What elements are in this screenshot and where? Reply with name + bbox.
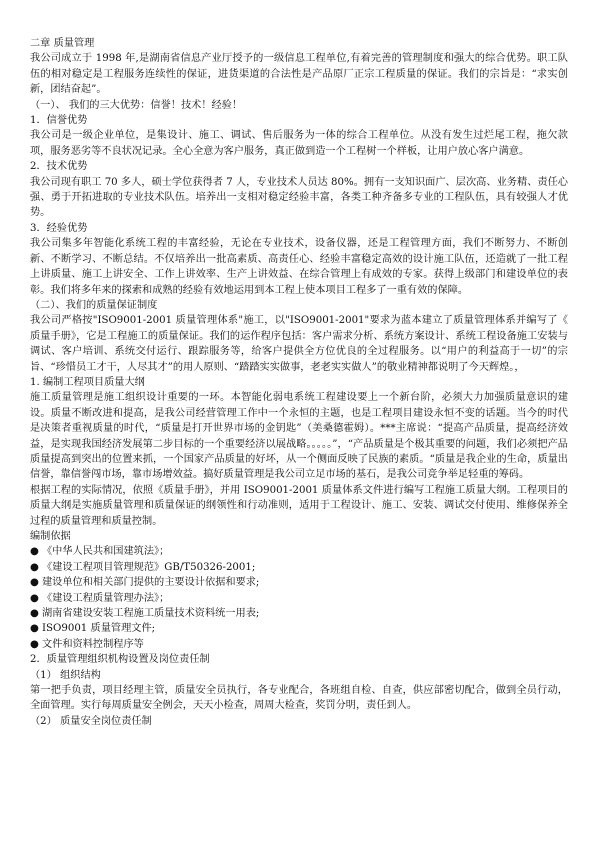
responsibility-subheading: （2） 质量安全岗位责任制 bbox=[30, 715, 152, 727]
list-item: ● 《中华人民共和国建筑法》； bbox=[30, 544, 568, 559]
experience-heading: 3．经验优势 bbox=[30, 222, 88, 234]
bullet-icon: ● bbox=[30, 577, 39, 589]
credit-paragraph: 我公司是一级企业单位，是集设计、施工、调试、售后服务为一体的综合工程单位。从没有发生过烂尾工程，拖欠款项，服务恶劣等不良状况记录。全心全意为客户服务，真正做到造一个工程树一个样板，让用户放心客户满意。 bbox=[30, 130, 568, 157]
list-item: ● 《建设工程质量管理办法》； bbox=[30, 591, 568, 606]
credit-heading: 1．信誉优势 bbox=[30, 115, 88, 127]
basis-title: 编制依据 bbox=[30, 531, 71, 542]
section-advantages-title: （一）、 我们的三大优势：信誉！技术！经验！ bbox=[30, 99, 243, 111]
section-quality-system-title: （二）、我们的质量保证制度 bbox=[30, 299, 158, 311]
structure-paragraph: 第一把手负责，项目经理主管，质量安全员执行，各专业配合，各班组自检、自查，供应部密切配合，做到全员行动，全面管理。实行每周质量安全例会，天天小检查，周周大检查，奖罚分明，责任到人。 bbox=[30, 685, 568, 712]
quality-system-paragraph: 我公司严格按"ISO9001-2001 质量管理体系"施工，以"ISO9001-2001"要求为蓝本建立了质量管理体系并编写了《 质量手册》，它是工程施工的质量保证。我们的运作程序包括：客户需求分析、系统方案设计、系统工程设备施工安装与调试、客户培训、系统交付运行、跟踪服务等，给客户提供全方位优良的全过程服务。以“用户的利益高于一切”的宗旨、“珍惜员工才干，人尽其才”的用人原则、“踏踏实实做事，老老实实做人”的敬业精神都说明了今天辉煌。， bbox=[30, 315, 568, 373]
technology-paragraph: 我公司现有职工 70 多人，硕士学位获得者 7 人，专业技术人员达 80%。拥有一支知识面广、层次高、业务精、责任心强、勇于开拓进取的专业技术队伍。培养出一支相对稳定经验丰富，各类工种齐备多专业的工程队伍，具有较强人才优势。 bbox=[30, 176, 568, 219]
bullet-icon: ● bbox=[30, 561, 39, 573]
list-item: ● 建设单位和相关部门提供的主要设计依据和要求; bbox=[30, 575, 568, 590]
document-page bbox=[30, 36, 568, 729]
bullet-icon: ● bbox=[30, 623, 39, 635]
quality-outline-paragraph: 施工质量管理是施工组织设计重要的一环。本智能化弱电系统工程建设要上一个新台阶，必须大力加强质量意识的建设。质量不断改进和提高，是我公司经营管理工作中一个永恒的主题，也是工程项目建设永恒不变的话题。当今的时代是决策者重视质量的时代，“质量是打开世界市场的金钥匙”（美桑德霍姆）。***主席说：“提高产品质量，提高经济效益，是实现我国经济发展第二步目标的一个重要经济以展战略。。。。。”，“产品质量是个极其重要的问题，我们必须把产品质量提高到突出的位置来抓，一个国家产品质量的好坏，从一个侧面反映了民族的素质。“质量是我企业的生命，质量出信誉，靠信誉闯市场，靠市场增效益。搞好质量管理是我公司立足市场的基石，是我公司竞争举足轻重的筹码。 bbox=[30, 392, 568, 481]
quality-outline-paragraph-2: 根据工程的实际情况，依照《质量手册》，并用 ISO9001-2001 质量体系文件进行编写工程施工质量大纲。工程项目的质量大纲是实施质量管理和质量保证的纲领性和行动准则，适用于工程设计、施工、安装、调试交付使用、维修保养全过程的质量管理和质量控制。 bbox=[30, 484, 568, 527]
quality-outline-heading: 1. 编制工程项目质量大纲 bbox=[30, 376, 145, 388]
experience-paragraph: 我公司集多年智能化系统工程的丰富经验，无论在专业技术，设备仪器，还是工程管理方面，我们不断努力、不断创新、不断学习、不断总结。不仅培养出一批高素质、高责任心、经验丰富稳定高效的设计施工队伍，还造就了一批工程上讲质量、施工上讲安全、工作上讲效率、生产上讲效益、在综合管理上有成效的专家。获得上级部门和建设单位的表彰。我们将多年来的探索和成熟的经验有效地运用到本工程上使本项目工程多了一重有效的保障。 bbox=[30, 238, 568, 296]
list-item: ● 《建设工程项目管理规范》GB/T50326-2001; bbox=[30, 560, 568, 575]
bullet-icon: ● bbox=[30, 546, 39, 558]
organization-heading: 2．质量管理组织机构设置及岗位责任制 bbox=[30, 654, 210, 666]
intro-paragraph: 我公司成立于 1998 年,是湖南省信息产业厅授予的一级信息工程单位,有着完善的管理制度和强大的综合优势。职工队伍的相对稳定是工程服务连续性的保证，进货渠道的合法性是产品原厂正宗工程质量的保证。我们的宗旨是：“求实创新，团结奋起”。 bbox=[30, 53, 568, 96]
bullet-icon: ● bbox=[30, 592, 39, 604]
bullet-icon: ● bbox=[30, 608, 39, 620]
list-item: ● 湖南省建设安装工程施工质量技术资料统一用表; bbox=[30, 606, 568, 621]
technology-heading: 2．技术优势 bbox=[30, 161, 88, 173]
chapter-title: 二章 质量管理 bbox=[30, 38, 95, 49]
bullet-icon: ● bbox=[30, 638, 39, 650]
list-item: ● ISO9001 质量管理文件; bbox=[30, 621, 568, 636]
list-item: ● 文件和资料控制程序等 bbox=[30, 637, 568, 652]
basis-list bbox=[30, 544, 568, 652]
structure-subheading: （1） 组织结构 bbox=[30, 669, 101, 681]
